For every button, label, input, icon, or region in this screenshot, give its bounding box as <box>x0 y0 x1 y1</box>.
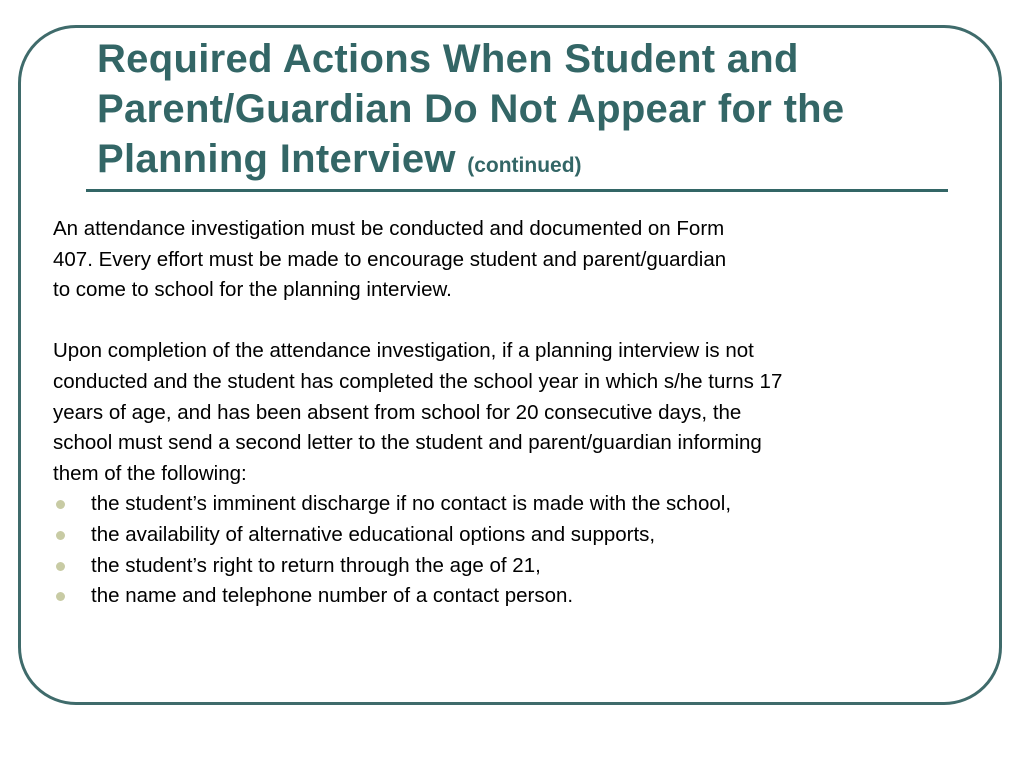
bullet-dot-icon <box>56 592 65 601</box>
bullet-item <box>53 551 983 582</box>
title-divider <box>86 189 948 192</box>
paragraph-form-407 <box>53 214 983 306</box>
paragraph-line: school must send a second letter to the student and parent/guardian informing <box>53 431 762 455</box>
bullet-item <box>53 489 983 520</box>
slide-title-main: Required Actions When Student and Parent/Guardian Do Not Appear for the Planning Interview <box>97 37 845 181</box>
bullet-item <box>53 581 983 612</box>
bullet-dot-icon <box>56 562 65 571</box>
slide-title <box>97 34 957 191</box>
bullet-item <box>53 520 983 551</box>
paragraph-line: years of age, and has been absent from school for 20 consecutive days, the <box>53 400 742 424</box>
bullet-dot-icon <box>56 500 65 509</box>
slide-title-suffix: (continued) <box>467 154 582 177</box>
paragraph-spacer <box>53 306 983 337</box>
bullet-list <box>53 489 983 611</box>
paragraph-line: Upon completion of the attendance investigation, if a planning interview is not <box>53 339 754 363</box>
paragraph-line: them of the following: <box>53 461 247 485</box>
bullet-text: the name and telephone number of a contact person. <box>91 584 574 608</box>
bullet-text: the availability of alternative educational options and supports, <box>91 522 656 546</box>
paragraph-second-letter <box>53 336 983 489</box>
bullet-text: the student’s right to return through the age of 21, <box>91 553 541 577</box>
paragraph-line: to come to school for the planning interview. <box>53 278 452 302</box>
paragraph-line: conducted and the student has completed the school year in which s/he turns 17 <box>53 369 783 393</box>
paragraph-line: An attendance investigation must be conducted and documented on Form <box>53 217 725 240</box>
paragraph-line: 407. Every effort must be made to encourage student and parent/guardian <box>53 247 727 271</box>
bullet-dot-icon <box>56 531 65 540</box>
slide-body <box>53 214 983 612</box>
bullet-text: the student’s imminent discharge if no contact is made with the school, <box>91 492 732 516</box>
